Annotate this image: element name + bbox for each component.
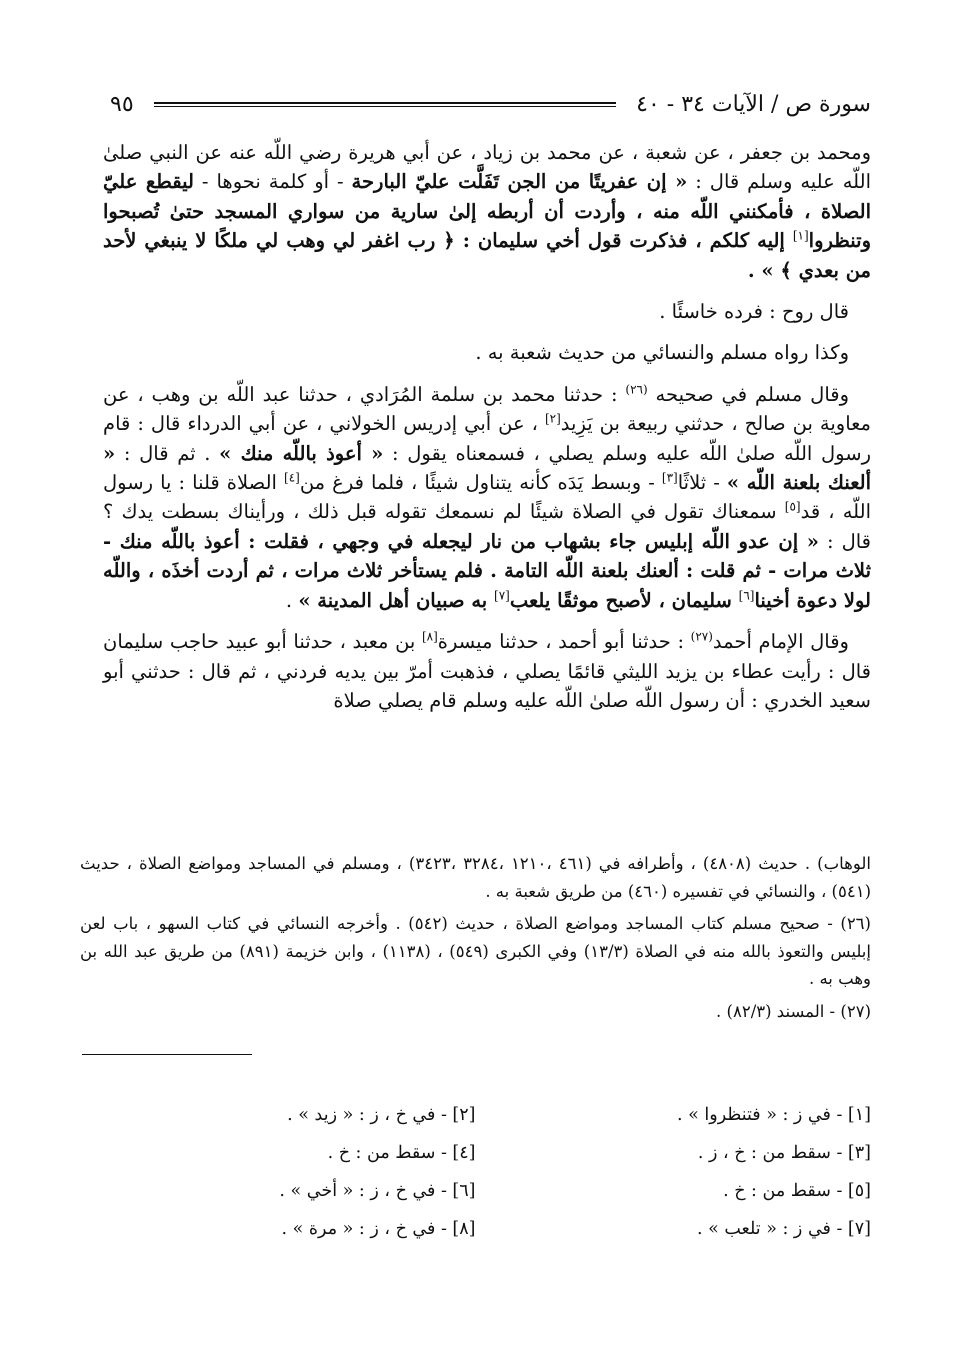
manuscript-variants bbox=[80, 1102, 871, 1242]
variant-ref: [٦] bbox=[738, 588, 755, 603]
variant-note-4: [٤] - سقط من : خ . bbox=[327, 1143, 476, 1163]
footnote-divider bbox=[82, 1054, 252, 1055]
paragraph-imam-ahmad: وقال الإمام أحمد$^{(٢٧)}$ : حدثنا أبو أحمد ، حدثنا ميسرة[٨] بن معبد ، حدثنا أبو عبيد حاجب سليمان قال : رأيت عطاء بن يزيد الليثي قائمًا يصلي ، فذهبت أمرّ بين يديه فردني ، ثم قال : حدثني أبو سعيد الخدري : أن رسول اللّه صلىٰ اللّه عليه وسلم قام يصلي صلاة bbox=[103, 629, 871, 712]
paragraph-muslim-nasai: وكذا رواه مسلم والنسائي من حديث شعبة به . bbox=[475, 341, 849, 365]
paragraph-rawh: قال روح : فرده خاسئًا . bbox=[659, 300, 849, 324]
footnote-ref: (٢٦) bbox=[625, 382, 648, 397]
variant-ref: [٨] bbox=[421, 629, 438, 644]
footnote-26: (٢٦) - صحيح مسلم كتاب المساجد ومواضع الصلاة ، حديث (٥٤٢) . وأخرجه النسائي في كتاب السهو ، باب لعن إبليس والتعوذ بالله منه في الصلاة (١٣/٣) وفي الكبرى (٥٤٩) ، (١١٣٨) ، وابن خزيمة (٨٩١) من طريق عبد الله بن وهب به . bbox=[80, 914, 871, 988]
variant-ref: [١] bbox=[792, 228, 809, 243]
paragraph-muslim-sahih: وقال مسلم في صحيحه $^{(٢٦)}$ : حدثنا محمد بن سلمة المُرَادي ، حدثنا عبد اللّه بن وهب ، عن معاوية بن صالح ، حدثني ربيعة بن يَزِيد[٢] ، عن أبي إدريس الخولاني ، عن أبي الدرداء قال : قام رسول اللّه صلىٰ اللّه عليه وسلم يصلي ، فسمعناه يقول : « أعوذ باللّه منك » . ثم قال : « ألعنك بلعنة اللّه » - ثلاثًا[٣] - وبسط يَدَه كأنه يتناول شيئًا ، فلما فرغ من[٤] الصلاة قلنا : يا رسول اللّه ، قد[٥] سمعناك تقول في الصلاة شيئًا لم نسمعك تقوله قبل ذلك ، ورأيناك بسطت يدك ؟ قال : « إن عدو اللّه إبليس جاء بشهاب من نار ليجعله في وجهي ، فقلت : أعوذ باللّه منك - ثلاث مرات - ثم قلت : ألعنك بلعنة اللّه التامة . فلم يستأخر ثلاث مرات ، ثم أردت أخذَه ، واللّه لولا دعوة أخينا[٦] سليمان ، لأصبح موثقًا يلعب[٧] به صبيان أهل المدينة » . bbox=[103, 382, 872, 612]
variant-ref: [٣] bbox=[661, 470, 678, 485]
header-rule bbox=[154, 102, 617, 107]
variant-note-7: [٧] - في ز : « تلعب » . bbox=[696, 1219, 871, 1239]
page-number: ٩٥ bbox=[110, 91, 134, 117]
variant-note-1: [١] - في ز : « فتنظروا » . bbox=[676, 1105, 871, 1125]
variant-note-8: [٨] - في خ ، ز : « مرة » . bbox=[281, 1219, 476, 1239]
variant-ref: [٢] bbox=[544, 411, 561, 426]
variant-note-6: [٦] - في خ ، ز : « أخي » . bbox=[279, 1181, 476, 1201]
paragraph-hadith-afreet: ومحمد بن جعفر ، عن شعبة ، عن محمد بن زياد ، عن أبي هريرة رضي اللّه عنه عن النبي صلىٰ اللّه عليه وسلم قال : « إن عفريتًا من الجن تَفَلَّت عليّ البارحة - أو كلمة نحوها - ليقطع عليّ الصلاة ، فأمكنني اللّه منه ، وأردت أن أربطه إلىٰ سارية من سواري المسجد حتىٰ تُصبحوا وتنظروا[١] إليه كلكم ، فذكرت قول أخي سليمان : ﴿ رب اغفر لي وهب لي ملكًا لا ينبغي لأحد من بعدي ﴾ » . bbox=[103, 141, 872, 282]
variant-note-5: [٥] - سقط من : خ . bbox=[723, 1181, 871, 1201]
footnotes bbox=[80, 850, 871, 1030]
surah-heading: سورة ص / الآيات ٣٤ - ٤٠ bbox=[636, 91, 871, 117]
footnote-ref: (٢٧) bbox=[690, 629, 713, 644]
variant-note-3: [٣] - سقط من : خ ، ز . bbox=[697, 1143, 871, 1163]
main-text bbox=[103, 138, 871, 727]
footnote-continuation: الوهاب) . حديث (٤٨٠٨) ، وأطرافه في (٤٦١ ،١٢١٠ ،٣٢٨٤ ،٣٤٢٣) ، ومسلم في المساجد ومواضع الصلاة ، حديث (٥٤١) ، والنسائي في تفسيره (٤٦٠) من طريق شعبة به . bbox=[80, 854, 871, 901]
variant-ref: [٤] bbox=[284, 470, 300, 485]
variant-ref: [٧] bbox=[494, 588, 510, 603]
running-header bbox=[110, 84, 871, 124]
variant-note-2: [٢] - في خ ، ز : « زيد » . bbox=[287, 1105, 476, 1125]
variant-ref: [٥] bbox=[784, 499, 801, 514]
footnote-27: (٢٧) - المسند (٨٢/٣) . bbox=[716, 1001, 871, 1021]
